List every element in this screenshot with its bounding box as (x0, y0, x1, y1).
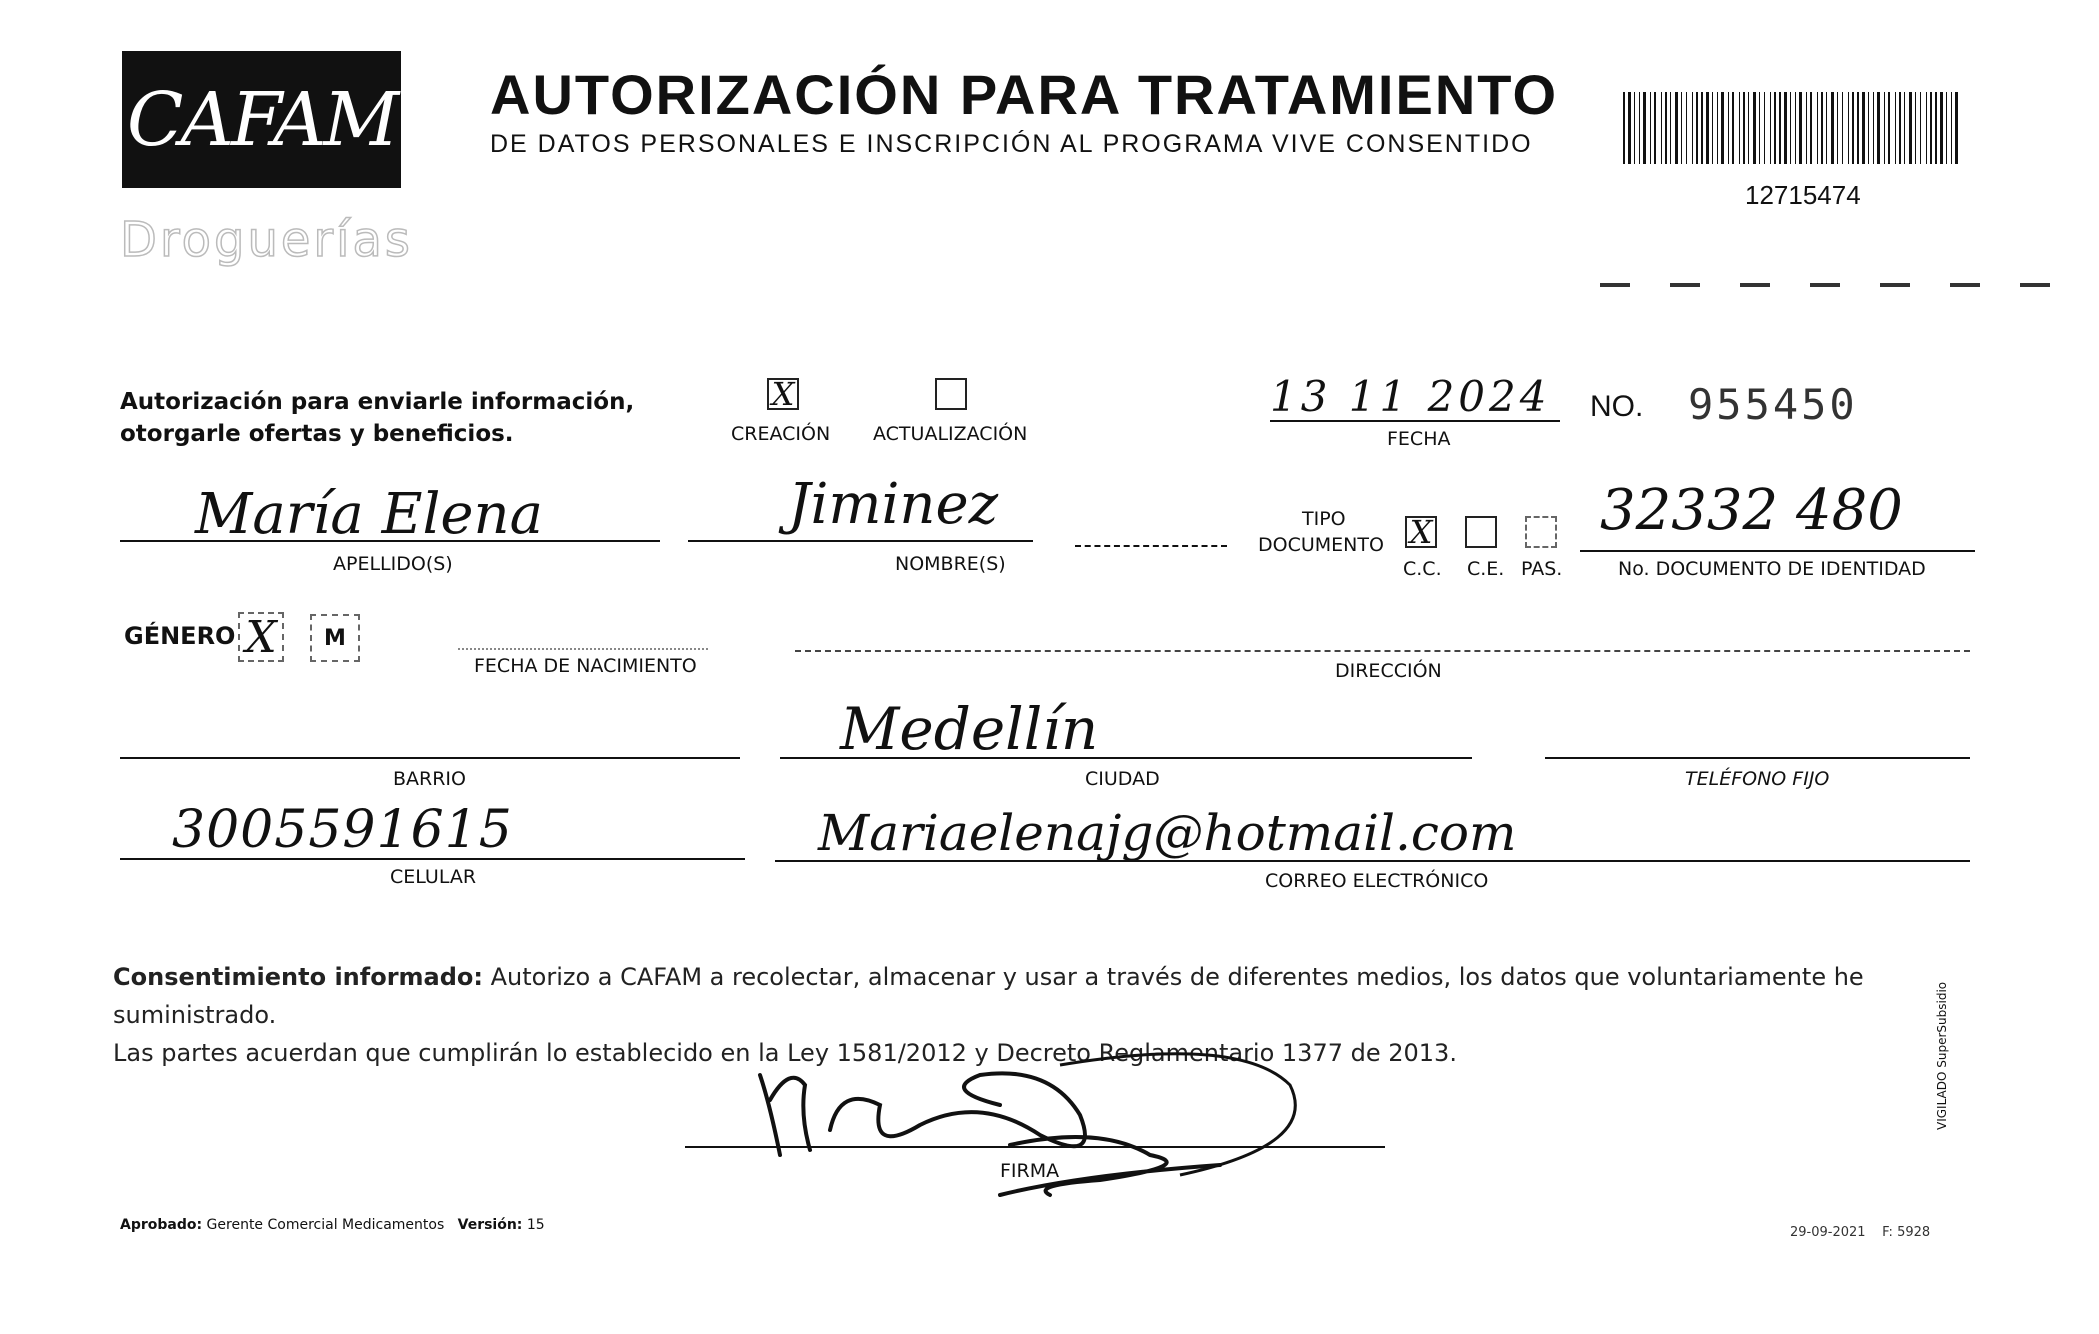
barcode-bar (1837, 92, 1838, 164)
form-subtitle: DE DATOS PERSONALES E INSCRIPCIÓN AL PROGRAMA VIVE CONSENTIDO (490, 130, 1533, 158)
firma-label: FIRMA (1000, 1160, 1060, 1182)
barcode-bar (1753, 92, 1756, 164)
direccion-label: DIRECCIÓN (1335, 660, 1442, 682)
fecha-nacimiento-line (458, 648, 708, 650)
pas-label: PAS. (1521, 558, 1563, 580)
fecha-line (1270, 420, 1560, 422)
ciudad-value[interactable]: Medellín (840, 695, 1099, 763)
intro-line-1: Autorización para enviarle información, (120, 389, 635, 415)
footer-code: F: 5928 (1882, 1225, 1931, 1240)
footer-right (1790, 1225, 1930, 1240)
barcode-bar (1842, 92, 1843, 164)
dashed-line (1600, 283, 2055, 287)
version-value: 15 (526, 1217, 545, 1233)
barcode-bar (1920, 92, 1921, 164)
creacion-checkbox[interactable] (767, 375, 799, 413)
no-value: 955450 (1688, 380, 1858, 429)
genero-label: GÉNERO (124, 622, 236, 650)
direccion-line (795, 650, 1970, 652)
form-title: AUTORIZACIÓN PARA TRATAMIENTO (490, 63, 1559, 126)
barcode-bar (1895, 92, 1896, 164)
barcode-bar (1759, 92, 1760, 164)
barrio-label: BARRIO (393, 768, 466, 790)
barcode-bar (1739, 92, 1740, 164)
barcode-bar (1743, 92, 1745, 164)
creacion-label: CREACIÓN (731, 423, 831, 445)
barcode-bar (1821, 92, 1823, 164)
actualizacion-label: ACTUALIZACIÓN (873, 423, 1028, 445)
consent-line-2: Las partes acuerdan que cumplirán lo establecido en la Ley 1581/2012 y Decreto Reglamentario 1377 de 2013. (113, 1039, 1457, 1067)
barcode-bar (1873, 92, 1874, 164)
barcode-bar (1681, 92, 1682, 164)
barcode-bar (1904, 92, 1905, 164)
nombres-value[interactable]: Jiminez (788, 472, 999, 537)
barcode-bar (1951, 92, 1952, 164)
barcode-bar (1748, 92, 1749, 164)
barcode-number: 12715474 (1745, 180, 1861, 210)
aprobado-label: Aprobado: (120, 1217, 203, 1233)
barcode-bar (1670, 92, 1671, 164)
celular-line (120, 858, 745, 860)
barcode-bar (1665, 92, 1667, 164)
barcode-bar (1692, 92, 1693, 164)
barcode-bar (1826, 92, 1827, 164)
barcode-bar (1868, 92, 1869, 164)
footer-date: 29-09-2021 (1790, 1225, 1866, 1240)
fecha-label: FECHA (1387, 428, 1451, 450)
pas-checkbox[interactable] (1525, 516, 1557, 548)
tipo-label-1: TIPO (1302, 508, 1346, 530)
barcode-bar (1877, 92, 1880, 164)
ce-label: C.E. (1467, 558, 1505, 580)
barcode-bar (1955, 92, 1958, 164)
authorization-intro (120, 386, 634, 450)
barcode-bar (1686, 92, 1687, 164)
barcode-bar (1795, 92, 1796, 164)
version-label: Versión: (457, 1217, 523, 1233)
correo-line (775, 860, 1970, 862)
barcode-bar (1696, 92, 1698, 164)
correo-value[interactable]: Mariaelenajg@hotmail.com (818, 804, 1517, 862)
intro-line-2: otorgarle ofertas y beneficios. (120, 421, 514, 447)
actualizacion-checkbox[interactable] (935, 378, 967, 410)
fecha-value[interactable]: 13 11 2024 (1270, 372, 1551, 421)
barcode-bar (1857, 92, 1859, 164)
barcode-bar (1790, 92, 1791, 164)
ciudad-label: CIUDAD (1085, 768, 1160, 790)
barcode-bar (1806, 92, 1807, 164)
cc-checkbox[interactable] (1405, 513, 1437, 551)
barcode-bar (1940, 92, 1943, 164)
consent-line-1 (113, 958, 1993, 1034)
barcode-bar (1888, 92, 1890, 164)
barcode-bar (1817, 92, 1818, 164)
barcode-bar (1706, 92, 1709, 164)
barcode-bar (1926, 92, 1927, 164)
celular-value[interactable]: 3005591615 (172, 800, 513, 860)
cc-label: C.C. (1403, 558, 1442, 580)
barcode-bar (1862, 92, 1865, 164)
logo-subtitle: Droguerías (120, 212, 413, 268)
nombres-line (688, 540, 1033, 542)
creacion-mark: X (771, 375, 795, 413)
barcode-bar (1654, 92, 1656, 164)
aprobado-value: Gerente Comercial Medicamentos (206, 1217, 445, 1233)
barcode-bar (1623, 92, 1625, 164)
barcode-bar (1915, 92, 1916, 164)
barcode-bar (1935, 92, 1937, 164)
cafam-logo (122, 51, 401, 188)
vigilado-side-text: VIGILADO SuperSubsidio (1935, 981, 1949, 1130)
barcode-bar (1701, 92, 1703, 164)
apellidos-label: APELLIDO(S) (333, 553, 453, 575)
barcode-bar (1643, 92, 1646, 164)
barcode-bar (1852, 92, 1854, 164)
footer-left (120, 1217, 545, 1233)
barcode-bar (1810, 92, 1812, 164)
barcode-bar (1639, 92, 1640, 164)
barcode-bar (1784, 92, 1787, 164)
barcode-bar (1764, 92, 1765, 164)
barcode-bar (1712, 92, 1713, 164)
tipo-line (1075, 545, 1227, 547)
barcode-bar (1899, 92, 1901, 164)
barcode-bar (1848, 92, 1849, 164)
barcode-bar (1946, 92, 1947, 164)
apellidos-line (120, 540, 660, 542)
fecha-nacimiento-label: FECHA DE NACIMIENTO (474, 655, 697, 677)
genero-f-mark: X (245, 611, 277, 663)
barcode-bar (1831, 92, 1834, 164)
telefono-line (1545, 757, 1970, 759)
no-label: NO. (1590, 390, 1644, 423)
barcode (1623, 92, 1958, 164)
barcode-bar (1770, 92, 1771, 164)
cc-mark: X (1409, 513, 1433, 551)
documento-value[interactable]: 32332 480 (1600, 478, 1903, 543)
barcode-bar (1930, 92, 1932, 164)
barcode-bar (1661, 92, 1662, 164)
correo-label: CORREO ELECTRÓNICO (1265, 870, 1489, 892)
celular-label: CELULAR (390, 866, 477, 888)
documento-line (1580, 550, 1975, 552)
documento-label: No. DOCUMENTO DE IDENTIDAD (1618, 558, 1926, 580)
barcode-bar (1774, 92, 1776, 164)
barcode-bar (1634, 92, 1635, 164)
barcode-bar (1779, 92, 1781, 164)
firma-line (685, 1146, 1385, 1148)
ciudad-line (780, 757, 1472, 759)
barcode-bar (1728, 92, 1729, 164)
telefono-label: TELÉFONO FIJO (1685, 768, 1830, 790)
tipo-label-2: DOCUMENTO (1258, 534, 1384, 556)
genero-m-checkbox[interactable] (310, 614, 360, 662)
barcode-bar (1909, 92, 1912, 164)
ce-checkbox[interactable] (1465, 516, 1497, 548)
barcode-bar (1721, 92, 1724, 164)
genero-m-label: M (324, 625, 346, 651)
barcode-bar (1675, 92, 1678, 164)
nombres-label: NOMBRE(S) (895, 553, 1006, 575)
consent-lead: Consentimiento informado: (113, 963, 483, 991)
consent-text-1: Autorizo a CAFAM a recolectar, almacenar y usar a través de diferentes medios, los datos que voluntariamente he suministrado. (113, 963, 1864, 1029)
apellidos-value[interactable]: María Elena (195, 482, 543, 547)
barcode-bar (1732, 92, 1734, 164)
barcode-bar (1717, 92, 1718, 164)
genero-f-checkbox[interactable] (238, 612, 284, 662)
barcode-bar (1650, 92, 1651, 164)
logo-text: CAFAM (126, 76, 397, 163)
barcode-bar (1799, 92, 1802, 164)
barrio-line (120, 757, 740, 759)
barcode-bar (1884, 92, 1885, 164)
barcode-bar (1628, 92, 1631, 164)
